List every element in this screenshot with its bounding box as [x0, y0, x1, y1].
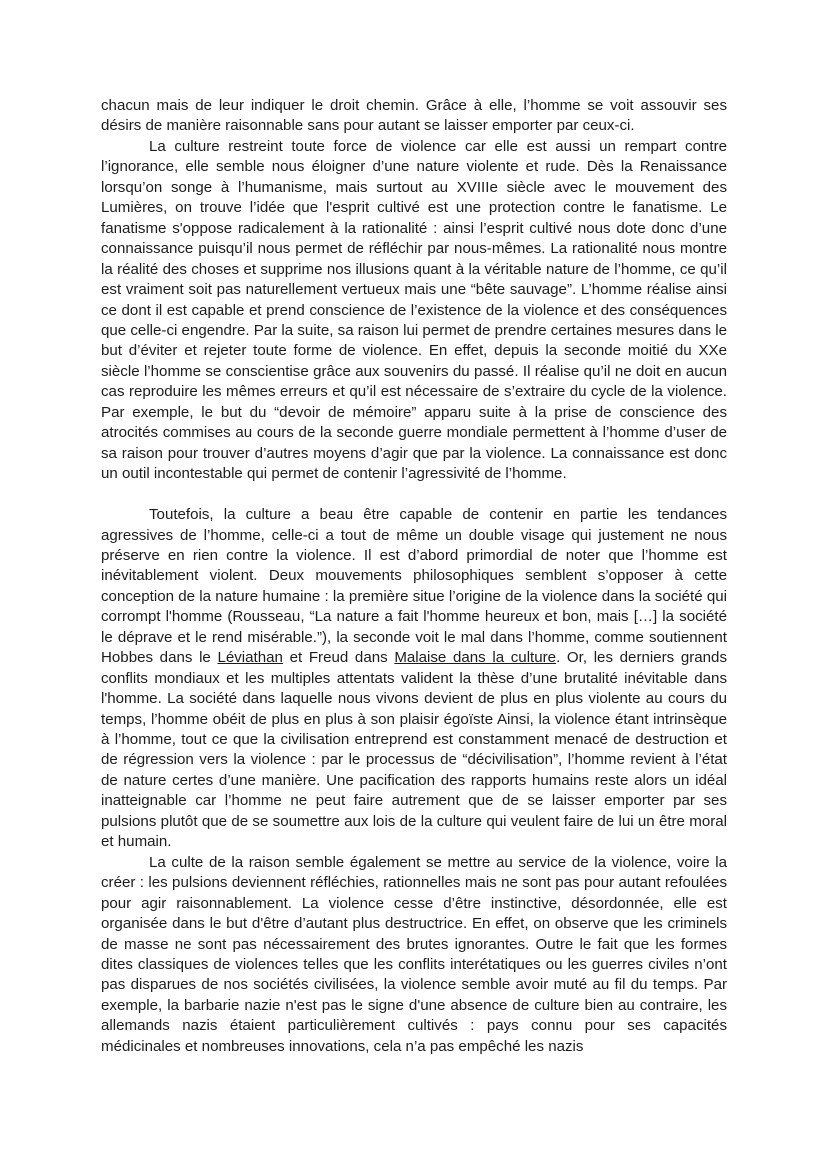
paragraph-spacer: [101, 485, 727, 505]
book-title-leviathan: Léviathan: [217, 649, 283, 667]
paragraph-text: Toutefois, la culture a beau être capable de contenir en partie les tendances agressives de l’homme, celle-ci a tout de même un double visage qui justement ne nous préserve en rien contre la violence. Il est d’abord primordial de noter que l’homme est inévitablement violent. Deux mouvements philosophiques semblent s’opposer à cette conception de la nature humaine : la première situe l’origine de la violence dans la société qui corrompt l'homme (Rousseau, “La nature a fait l'homme heureux et bon, mais […] la société le déprave et le rend misérable.”), la seconde voit le mal dans l’homme, comme soutiennent Hobbes dans le: [101, 506, 727, 667]
paragraph-culture-rampart: La culture restreint toute force de violence car elle est aussi un rempart contre l’ignorance, elle semble nous éloigner d’une nature violente et rude. Dès la Renaissance lorsqu’on songe à l’humanisme, mais surtout au XVIIIe siècle avec le mouvement des Lumières, on trouve l’idée que l'esprit cultivé est une protection contre le fanatisme. Le fanatisme s'oppose radicalement à la rationalité : ainsi l’esprit cultivé nous dote donc d’une connaissance puisqu’il nous permet de réfléchir par nous-mêmes. La rationalité nous montre la réalité des choses et supprime nos illusions quant à la véritable nature de l’homme, ce qu’il est vraiment soit pas naturellement vertueux mais une “bête sauvage”. L’homme réalise ainsi ce dont il est capable et prend conscience de l’existence de la violence et des conséquences que celle-ci engendre. Par la suite, sa raison lui permet de prendre certaines mesures dans le but d’éviter et rejeter toute forme de violence. En effet, depuis la seconde moitié du XXe siècle l’homme se conscientise grâce aux souvenirs du passé. Il réalise qu’il ne doit en aucun cas reproduire les mêmes erreurs et qu’il est nécessaire de s’extraire du cycle de la violence. Par exemple, le but du “devoir de mémoire” apparu suite à la prise de conscience des atrocités commises au cours de la seconde guerre mondiale permettent à l’homme d’user de sa raison pour trouver d’autres moyens d’agir que par la violence. La connaissance est donc un outil incontestable qui permet de contenir l’agressivité de l’homme.: [101, 137, 727, 483]
paragraph-culte-raison: La culte de la raison semble également se mettre au service de la violence, voire la créer : les pulsions deviennent réfléchies, rationnelles mais ne sont pas pour autant refoulées pour agir raisonnablement. La violence cesse d’être instinctive, désordonnée, elle est organisée dans le but d'être d’autant plus destructrice. En effet, on observe que les criminels de masse ne sont pas nécessairement des brutes ignorantes. Outre le fait que les formes dites classiques de violences telles que les conflits interétatiques ou les guerres civiles n’ont pas disparues de nos sociétés civilisées, la violence semble avoir muté au fil du temps. Par exemple, la barbarie nazie n'est pas le signe d'une absence de culture bien au contraire, les allemands nazis étaient particulièrement cultivés : pays connu pour ses capacités médicinales et nombreuses innovations, cela n’a pas empêché les nazis: [101, 853, 727, 1055]
book-title-malaise: Malaise dans la culture: [394, 649, 557, 667]
document-page: [101, 96, 727, 1057]
paragraph-text: . Or, les derniers grands conflits mondiaux et les multiples attentats valident la thèse d’une brutalité inévitable dans l'homme. La société dans laquelle nous vivons devient de plus en plus violente au cours du temps, l’homme obéit de plus en plus à son plaisir égoïste Ainsi, la violence étant intrinsèque à l’homme, tout ce que la civilisation entreprend est constamment menacé de destruction et de régression vers la violence : par le processus de “décivilisation”, l’homme revient à l’état de nature certes d’une manière. Une pacification des rapports humains reste alors un idéal inatteignable car l’homme ne peut faire autrement que de se laisser emporter par ses pulsions plutôt que de se soumettre aux lois de la culture qui veulent faire de lui un être moral et humain.: [101, 649, 727, 851]
paragraph-intro-continuation: chacun mais de leur indiquer le droit chemin. Grâce à elle, l’homme se voit assouvir ses désirs de manière raisonnable sans pour autant se laisser emporter par ceux-ci.: [101, 97, 727, 135]
paragraph-text: et Freud dans: [282, 649, 395, 667]
paragraph-double-visage: [101, 505, 727, 853]
